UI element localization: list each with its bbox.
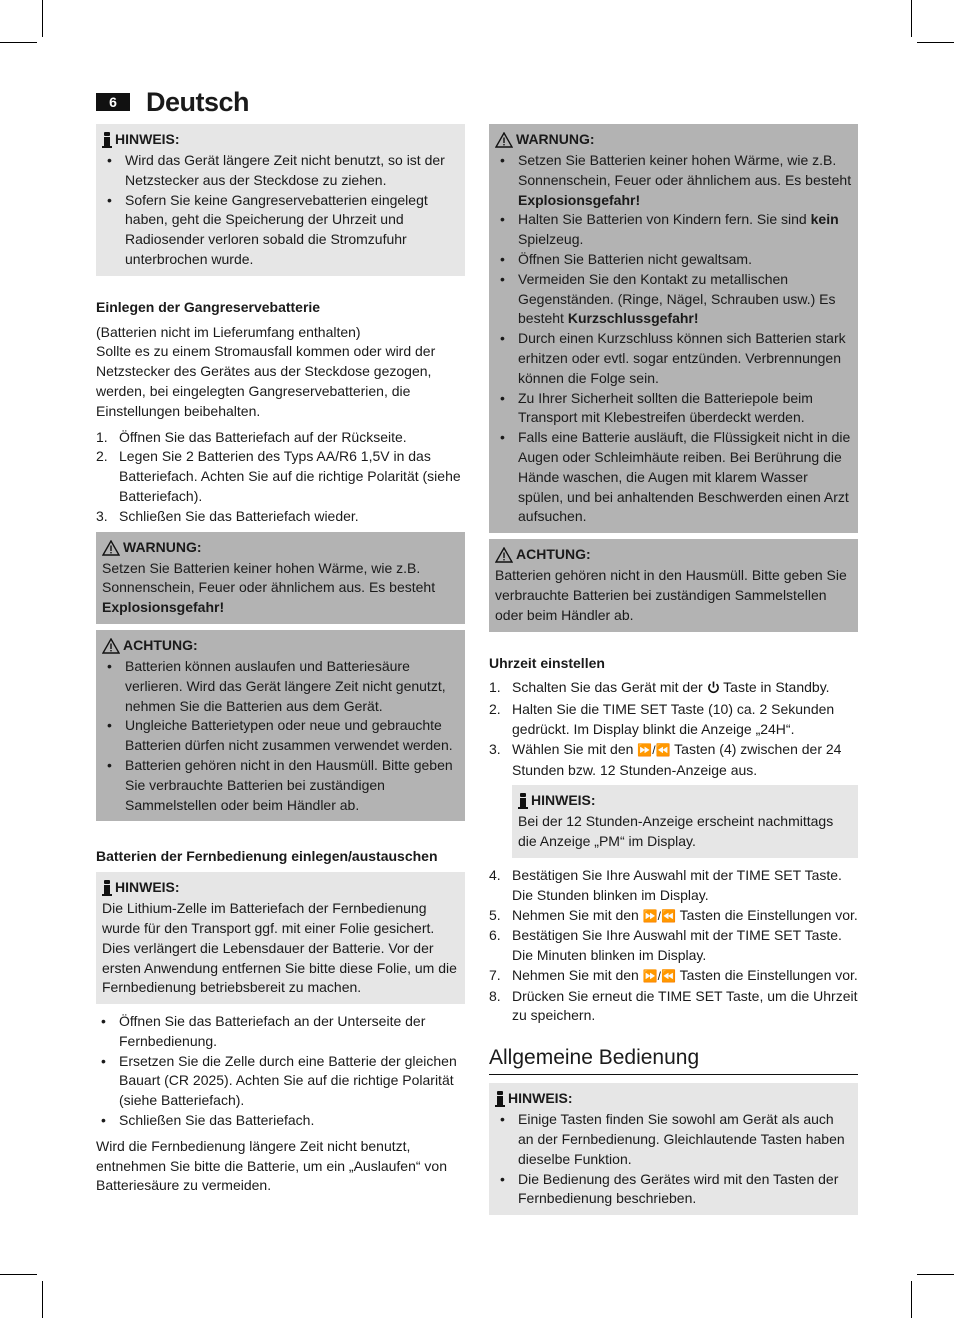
list-item: • Batterien können auslaufen und Batteriesäure verlieren. Wird das Gerät längere Zeit nicht genutzt, nehmen Sie die Batterien aus dem Gerät.: [102, 657, 459, 716]
crop-mark: [0, 1274, 37, 1275]
achtung-box: [96, 630, 465, 821]
warnung-heading: WARNUNG:: [123, 538, 202, 555]
achtung-box: [489, 539, 858, 631]
steps-list: [489, 678, 858, 780]
list-item: • Einige Tasten finden Sie sowohl am Gerät als auch an der Fernbedienung. Gleichlautende Tasten haben dieselbe Funktion.: [495, 1110, 852, 1169]
list-item: • Ungleiche Batterietypen oder neue und gebrauchte Batterien dürfen nicht zusammen verwendet werden.: [102, 716, 459, 756]
list-item: • Die Bedienung des Gerätes wird mit den Tasten der Fernbedienung beschrieben.: [495, 1170, 852, 1210]
skip-icon: ⏩/⏪: [642, 908, 676, 923]
info-icon: [518, 793, 528, 809]
warning-icon: [102, 638, 120, 654]
list-item: 2. Halten Sie die TIME SET Taste (10) ca. 2 Sekunden gedrückt. Im Display blinkt die Anzeige „24H“.: [489, 701, 835, 737]
crop-mark: [0, 42, 37, 43]
list-item: • Schließen Sie das Batteriefach.: [96, 1111, 465, 1131]
list-item: • Halten Sie Batterien von Kindern fern. Sie sind kein Spielzeug.: [495, 210, 852, 250]
right-column: [489, 124, 858, 1221]
list-item: 2. Legen Sie 2 Batterien des Typs AA/R6 1,5V in das Batteriefach. Achten Sie auf die richtige Polarität (siehe Batteriefach).: [96, 448, 461, 504]
list-item: • Öffnen Sie das Batteriefach an der Unterseite der Fernbedienung.: [96, 1012, 465, 1052]
paragraph: Sollte es zu einem Stromausfall kommen oder wird der Netzstecker des Gerätes aus der Steckdose gezogen, werden, bei eingelegten Gangreservebatterien, die Einstellungen beibehalten.: [96, 343, 436, 419]
warnung-heading: WARNUNG:: [516, 131, 595, 148]
left-column: [96, 124, 465, 1196]
achtung-heading: ACHTUNG:: [516, 546, 591, 563]
crop-mark: [42, 0, 43, 37]
crop-mark: [42, 1281, 43, 1318]
hinweis-box: [512, 785, 858, 858]
warning-icon: [495, 547, 513, 563]
warnung-list: [495, 151, 852, 527]
hinweis-heading: HINWEIS:: [115, 131, 180, 148]
list-item: • Sofern Sie keine Gangreservebatterien eingelegt haben, geht die Speicherung der Uhrzeit und Radiosender verloren sobald die Stromzufuhr unterbrochen wurde.: [102, 191, 459, 270]
crop-mark: [911, 1281, 912, 1318]
paragraph: Setzen Sie Batterien keiner hohen Wärme, wie z.B. Sonnenschein, Feuer oder ähnlichem aus. Es besteht Explosionsgefahr!: [102, 559, 436, 616]
list-item: • Vermeiden Sie den Kontakt zu metallischen Gegenständen. (Ringe, Nägel, Schrauben usw.) Es besteht Kurzschlussgefahr!: [495, 270, 852, 329]
crop-mark: [917, 42, 954, 43]
warning-icon: [102, 540, 120, 556]
crop-mark: [911, 0, 912, 37]
warnung-box: [96, 532, 465, 624]
info-icon: [102, 132, 112, 148]
hinweis-list: [495, 1110, 852, 1209]
list-item: • Wird das Gerät längere Zeit nicht benutzt, so ist der Netzstecker aus der Steckdose zu ziehen.: [102, 151, 459, 191]
paragraph: Wird die Fernbedienung längere Zeit nicht benutzt, entnehmen Sie bitte die Batterie, um ein „Auslaufen“ von Batteriesäure zu vermeiden.: [96, 1137, 447, 1194]
list-item: 3. Wählen Sie mit den ⏩/⏪ Tasten (4) zwischen der 24 Stunden bzw. 12 Stunden-Anzeige aus.: [489, 740, 842, 778]
section-title: Uhrzeit einstellen: [489, 654, 605, 671]
list-item: 6. Bestätigen Sie Ihre Auswahl mit der TIME SET Taste. Die Minuten blinken im Display.: [489, 927, 842, 964]
section-title: Batterien der Fernbedienung einlegen/austauschen: [96, 848, 438, 865]
list-item: 8. Drücken Sie erneut die TIME SET Taste, um die Uhrzeit zu speichern.: [489, 987, 858, 1024]
list-item: • Batterien gehören nicht in den Hausmüll. Bitte geben Sie verbrauchte Batterien bei zuständigen Sammelstellen oder beim Händler ab.: [102, 756, 459, 815]
hinweis-list: [102, 151, 459, 270]
info-icon: [495, 1091, 505, 1107]
hinweis-heading: HINWEIS:: [115, 879, 180, 896]
list-item: 5. Nehmen Sie mit den ⏩/⏪ Tasten die Einstellungen vor.: [489, 906, 858, 923]
achtung-heading: ACHTUNG:: [123, 637, 198, 654]
page-number: 6: [96, 93, 130, 111]
skip-icon: ⏩/⏪: [637, 742, 671, 757]
section-heading: Allgemeine Bedienung: [489, 1044, 858, 1075]
list-item: • Setzen Sie Batterien keiner hohen Wärme, wie z.B. Sonnenschein, Feuer oder ähnlichem aus. Es besteht Explosionsgefahr!: [495, 151, 852, 210]
paragraph: Die Lithium-Zelle im Batteriefach der Fernbedienung wurde für den Transport ggf. mit einer Folie gesichert. Dies verlängert die Lebensdauer der Batterie. Vor der ersten Anwendung entfernen Sie bitte diese Folie, um die Fernbedienung betriebsbereit zu machen.: [102, 900, 457, 996]
power-icon: [707, 680, 720, 700]
steps-list: [96, 428, 465, 527]
skip-icon: ⏩/⏪: [642, 968, 676, 983]
hinweis-box: [96, 124, 465, 276]
hinweis-box: [96, 872, 465, 1004]
hinweis-heading: HINWEIS:: [531, 792, 596, 809]
warning-icon: [495, 132, 513, 148]
hinweis-heading: HINWEIS:: [508, 1090, 573, 1107]
section-title: Einlegen der Gangreservebatterie: [96, 298, 321, 315]
list-item: • Ersetzen Sie die Zelle durch eine Batterie der gleichen Bauart (CR 2025). Achten Sie auf die richtige Polarität (siehe Batteriefach).: [96, 1052, 465, 1111]
achtung-list: [102, 657, 459, 815]
list-item: • Öffnen Sie Batterien nicht gewaltsam.: [495, 250, 852, 270]
paragraph: (Batterien nicht im Lieferumfang enthalten): [96, 323, 361, 340]
info-icon: [102, 880, 112, 896]
list-item: 1. Öffnen Sie das Batteriefach auf der Rückseite.: [96, 428, 407, 445]
list-item: 4. Bestätigen Sie Ihre Auswahl mit der TIME SET Taste. Die Stunden blinken im Display.: [489, 866, 842, 903]
warnung-box: [489, 124, 858, 533]
steps-list: [489, 866, 858, 1026]
list-item: 1. Schalten Sie das Gerät mit der Taste in Standby.: [489, 678, 858, 700]
list-item: 3. Schließen Sie das Batteriefach wieder.: [96, 507, 359, 524]
fern-list: [96, 1012, 465, 1131]
hinweis-box: [489, 1083, 858, 1215]
crop-mark: [917, 1274, 954, 1275]
list-item: • Durch einen Kurzschluss können sich Batterien stark erhitzen oder evtl. sogar entzünden. Verbrennungen können die Folge sein.: [495, 329, 852, 388]
list-item: • Falls eine Batterie ausläuft, die Flüssigkeit nicht in die Augen oder Schleimhäute reiben. Bei Berührung die Hände waschen, die Augen mit klarem Wasser spülen, und bei anhaltenden Beschwerden einen Arzt aufsuchen.: [495, 428, 852, 527]
list-item: • Zu Ihrer Sicherheit sollten die Batteriepole beim Transport mit Klebestreifen überdeckt werden.: [495, 389, 852, 429]
paragraph: Bei der 12 Stunden-Anzeige erscheint nachmittags die Anzeige „PM“ im Display.: [518, 813, 834, 850]
page-title: Deutsch: [146, 87, 250, 117]
list-item: 7. Nehmen Sie mit den ⏩/⏪ Tasten die Einstellungen vor.: [489, 966, 858, 983]
paragraph: Batterien gehören nicht in den Hausmüll. Bitte geben Sie verbrauchte Batterien bei zuständigen Sammelstellen oder beim Händler ab.: [495, 567, 847, 623]
